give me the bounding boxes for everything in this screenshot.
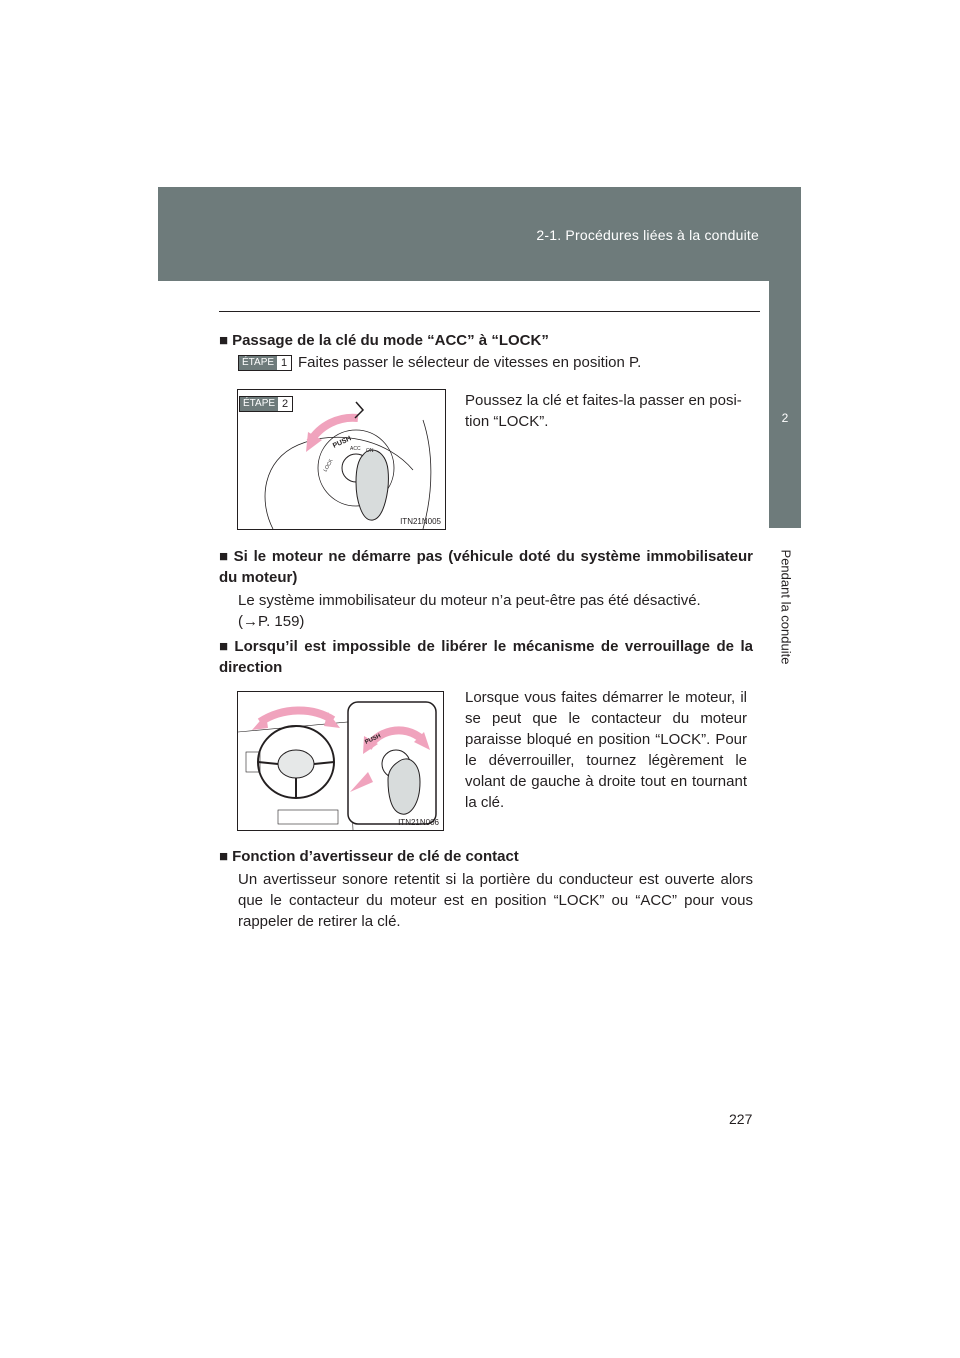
section-heading-steering-lock: ■ Lorsqu’il est impossible de libérer le mécanisme de verrouillage de la direction — [219, 638, 753, 676]
steering-wheel-illustration — [238, 692, 443, 830]
figure-code: ITN21N006 — [398, 818, 439, 827]
section-heading-immobilizer: ■ Si le moteur ne démarre pas (véhicule doté du système immobilisateur du moteur) — [219, 548, 754, 586]
svg-text:ON: ON — [366, 448, 374, 454]
svg-text:LOCK: LOCK — [322, 458, 335, 473]
svg-text:ACC: ACC — [350, 446, 361, 452]
step-badge-2: ÉTAPE 2 — [239, 396, 293, 412]
steering-lock-body: Lorsque vous faites démarrer le moteur, il se peut que le contacteur du moteur paraisse bloqué en position “LOCK”. Pour le déverrouiller, tournez légèrement le volant de gauche à droite tout en tournant la clé. — [465, 689, 747, 811]
immobilizer-body: Le système immobilisateur du moteur n’a peut-être pas été désactivé. — [238, 592, 701, 609]
page-number: 227 — [729, 1111, 753, 1127]
immobilizer-ref-link[interactable]: (→P. 159) — [238, 613, 305, 630]
chapter-title: Pendant la conduite — [778, 549, 794, 665]
header-rule — [219, 311, 760, 312]
section-heading-key-reminder: ■ Fonction d’avertisseur de clé de contact — [219, 848, 519, 865]
chapter-tab — [769, 281, 801, 528]
bullet-square: ■ — [219, 332, 229, 349]
svg-text:PUSH: PUSH — [331, 435, 353, 450]
figure-code: ITN21N005 — [400, 517, 441, 526]
chapter-number: 2 — [781, 411, 789, 425]
figure-key-push-lock — [237, 389, 446, 530]
chapter-title-vertical — [776, 537, 796, 677]
step-1-text: Faites passer le sélecteur de vitesses en position P. — [298, 354, 642, 371]
section-heading-acc-lock: ■ Passage de la clé du mode “ACC” à “LOCK” — [219, 332, 549, 349]
svg-text:PUSH: PUSH — [364, 733, 382, 746]
key-reminder-body: Un avertisseur sonore retentit si la portière du conducteur est ouverte alors que le contacteur du moteur est en position “LOCK” ou “ACC” pour vous rappeler de retirer la clé. — [238, 871, 753, 930]
header-band — [158, 187, 801, 281]
step-badge-1: ÉTAPE 1 — [238, 355, 292, 371]
section-title: 2-1. Procédures liées à la conduite — [536, 227, 759, 243]
step-2-text: Poussez la clé et faites-la passer en posi-tion “LOCK”. — [465, 392, 742, 430]
figure-steering-wheel — [237, 691, 444, 831]
